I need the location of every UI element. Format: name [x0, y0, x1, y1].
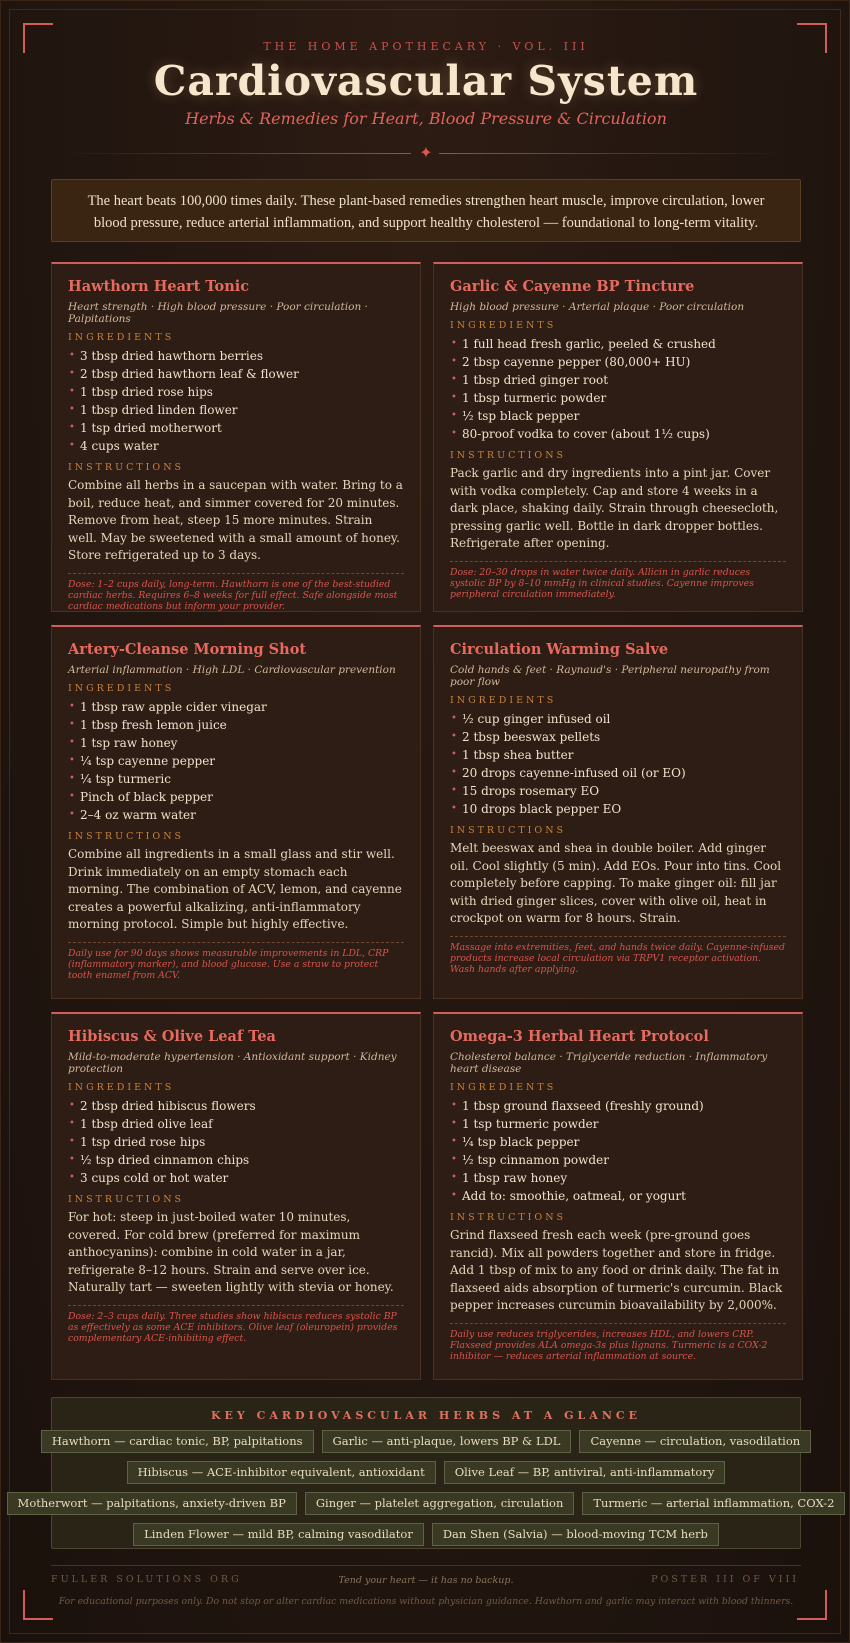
ingredient-item: • ¼ tsp cayenne pepper: [68, 752, 404, 770]
recipe-title: Hibiscus & Olive Leaf Tea: [68, 1028, 276, 1045]
recipe-title: Garlic & Cayenne BP Tincture: [450, 278, 695, 295]
recipe-note: Dose: 1–2 cups daily, long-term. Hawthorn is one of the best-studied cardiac herbs. Requires 6–8 weeks for full effect. Safe alongside most cardiac medications but inform your provider.: [68, 573, 404, 612]
ingredients-label: INGREDIENTS: [68, 1082, 175, 1093]
ingredient-item: • 1 tbsp raw honey: [450, 1169, 786, 1187]
recipe-card-hawthorn: [51, 262, 421, 612]
recipe-uses: Arterial inflammation · High LDL · Cardiovascular prevention: [68, 664, 396, 676]
ingredient-item: • 10 drops black pepper EO: [450, 800, 786, 818]
herb-tag-row: [52, 1523, 800, 1546]
instructions-label: INSTRUCTIONS: [68, 1194, 185, 1205]
herb-tag: Turmeric — arterial inflammation, COX-2: [582, 1492, 845, 1515]
recipe-title: Hawthorn Heart Tonic: [68, 278, 250, 295]
ingredient-item: • 1 tsp dried motherwort: [68, 419, 404, 437]
ingredients-label: INGREDIENTS: [450, 695, 557, 706]
ingredients-label: INGREDIENTS: [68, 332, 175, 343]
recipe-title: Omega-3 Herbal Heart Protocol: [450, 1028, 709, 1045]
ingredient-list: [450, 335, 786, 443]
ingredients-label: INGREDIENTS: [68, 683, 175, 694]
recipe-uses: Cold hands & feet · Raynaud's · Peripheral neuropathy from poor flow: [450, 664, 770, 688]
ingredients-label: INGREDIENTS: [450, 1082, 557, 1093]
recipe-instructions: Melt beeswax and shea in double boiler. Add ginger oil. Cool slightly (5 min). Add EOs. Pour into tins. Cool completely before capping. To make ginger oil: fill jar with dried ginger slices, cover with olive oil, heat in crockpot on warm for 8 hours. Strain.: [450, 841, 782, 925]
ingredient-item: • 1 tbsp raw apple cider vinegar: [68, 698, 404, 716]
ingredient-item: • 2 tbsp cayenne pepper (80,000+ HU): [450, 353, 786, 371]
ingredient-item: • 2 tbsp dried hawthorn leaf & flower: [68, 365, 404, 383]
ingredient-item: • 1 tbsp fresh lemon juice: [68, 716, 404, 734]
recipe-uses: Mild-to-moderate hypertension · Antioxidant support · Kidney protection: [68, 1051, 397, 1075]
recipe-uses: Cholesterol balance · Triglyceride reduction · Inflammatory heart disease: [450, 1051, 768, 1075]
recipe-title: Artery-Cleanse Morning Shot: [68, 641, 307, 658]
footer-tagline: Tend your heart — it has no backup.: [338, 1575, 514, 1586]
instructions-label: INSTRUCTIONS: [450, 1212, 567, 1223]
recipe-note: Dose: 2–3 cups daily. Three studies show hibiscus reduces systolic BP as effectively as some ACE inhibitors. Olive leaf (oleuropein) provides complementary ACE-inhibiting effect.: [68, 1305, 404, 1344]
page-title: Cardiovascular System: [153, 57, 699, 105]
ingredient-list: [450, 1097, 786, 1205]
recipe-instructions: Grind flaxseed fresh each week (pre-ground goes rancid). Mix all powders together and store in fridge. Add 1 tbsp of mix to any food or drink daily. The fat in flaxseed aids absorption of turmeric's curcumin. Black pepper increases curcumin bioavailability by 2,000%.: [450, 1228, 783, 1312]
instructions-label: INSTRUCTIONS: [450, 825, 567, 836]
ingredient-item: • ½ tsp cinnamon powder: [450, 1151, 786, 1169]
ingredient-item: • 2–4 oz warm water: [68, 806, 404, 824]
ingredient-list: [68, 1097, 404, 1187]
footer-divider: [51, 1565, 801, 1566]
ingredients-label: INGREDIENTS: [450, 320, 557, 331]
ingredient-item: • 1 tbsp dried olive leaf: [68, 1115, 404, 1133]
instructions-label: INSTRUCTIONS: [450, 450, 567, 461]
page-subtitle: Herbs & Remedies for Heart, Blood Pressure & Circulation: [185, 109, 667, 128]
recipe-note: Dose: 20–30 drops in water twice daily. Allicin in garlic reduces systolic BP by 8–10 mmHg in clinical studies. Cayenne improves peripheral circulation immediately.: [450, 561, 786, 600]
herb-tag: Garlic — anti-plaque, lowers BP & LDL: [322, 1430, 572, 1453]
ingredient-list: [68, 347, 404, 455]
ingredient-item: • Add to: smoothie, oatmeal, or yogurt: [450, 1187, 786, 1205]
recipe-card-hibiscus: [51, 1012, 421, 1380]
recipe-title: Circulation Warming Salve: [450, 641, 669, 658]
recipe-instructions: Combine all herbs in a saucepan with water. Bring to a boil, reduce heat, and simmer covered for 20 minutes. Remove from heat, steep 15 more minutes. Strain well. May be sweetened with a small amount of honey. Store refrigerated up to 3 days.: [68, 478, 403, 562]
ingredient-list: [450, 710, 786, 818]
herbs-at-a-glance-panel: [17, 1397, 835, 1549]
footer-poster-number: POSTER III OF VIII: [651, 1574, 799, 1585]
herb-tag-row: [17, 1492, 835, 1515]
ingredient-item: • ¼ tsp black pepper: [450, 1133, 786, 1151]
herb-tag-row: [52, 1461, 800, 1484]
herb-tag: Hibiscus — ACE-inhibitor equivalent, antioxidant: [127, 1461, 436, 1484]
ingredient-item: • ½ tsp black pepper: [450, 407, 786, 425]
recipe-note: Daily use reduces triglycerides, increases HDL, and lowers CRP. Flaxseed provides ALA omega-3s plus lignans. Turmeric is a COX-2 inhibitor — reduces arterial inflammation at source.: [450, 1323, 786, 1362]
recipe-uses: Heart strength · High blood pressure · Poor circulation · Palpitations: [68, 301, 368, 325]
ingredient-item: • 2 tbsp beeswax pellets: [450, 728, 786, 746]
footer-org: FULLER SOLUTIONS ORG: [51, 1574, 242, 1585]
ingredient-item: • 4 cups water: [68, 437, 404, 455]
recipe-note: Daily use for 90 days shows measurable improvements in LDL, CRP (inflammatory marker), and blood glucose. Use a straw to protect tooth enamel from ACV.: [68, 942, 404, 981]
ingredient-item: • ¼ tsp turmeric: [68, 770, 404, 788]
ingredient-item: • 20 drops cayenne-infused oil (or EO): [450, 764, 786, 782]
ingredient-item: • 1 tsp turmeric powder: [450, 1115, 786, 1133]
instructions-label: INSTRUCTIONS: [68, 831, 185, 842]
recipe-instructions: Combine all ingredients in a small glass and stir well. Drink immediately on an empty stomach each morning. The combination of ACV, lemon, and cayenne creates a powerful alkalizing, anti-inflammatory morning protocol. Simple but highly effective.: [68, 847, 402, 931]
recipe-card-artery-cleanse: [51, 625, 421, 999]
instructions-label: INSTRUCTIONS: [68, 462, 185, 473]
ingredient-item: • 1 tsp dried rose hips: [68, 1133, 404, 1151]
ingredient-item: • 3 cups cold or hot water: [68, 1169, 404, 1187]
ingredient-item: • 1 tsp raw honey: [68, 734, 404, 752]
recipe-card-garlic-cayenne: [433, 262, 803, 612]
ingredient-item: • 3 tbsp dried hawthorn berries: [68, 347, 404, 365]
herb-tag: Motherwort — palpitations, anxiety-driven BP: [7, 1492, 297, 1515]
herb-tag: Cayenne — circulation, vasodilation: [579, 1430, 811, 1453]
ingredient-item: • Pinch of black pepper: [68, 788, 404, 806]
recipe-instructions: For hot: steep in just-boiled water 10 minutes, covered. For cold brew (preferred for maximum anthocyanins): combine in cold water in a jar, refrigerate 8–12 hours. Strain and serve over ice. Naturally tart — sweeten lightly with stevia or honey.: [68, 1210, 394, 1294]
ingredient-item: • 1 tbsp dried linden flower: [68, 401, 404, 419]
herb-tag: Linden Flower — mild BP, calming vasodilator: [133, 1523, 424, 1546]
recipe-uses: High blood pressure · Arterial plaque · Poor circulation: [450, 301, 745, 313]
herb-tag: Olive Leaf — BP, antiviral, anti-inflammatory: [444, 1461, 726, 1484]
recipe-note: Massage into extremities, feet, and hands twice daily. Cayenne-infused products increase local circulation via TRPV1 receptor activation. Wash hands after applying.: [450, 936, 786, 975]
ingredient-item: • 1 tbsp dried ginger root: [450, 371, 786, 389]
ingredient-item: • ½ cup ginger infused oil: [450, 710, 786, 728]
ingredient-item: • 1 tbsp ground flaxseed (freshly ground): [450, 1097, 786, 1115]
recipe-card-omega3: [433, 1012, 803, 1380]
ingredient-item: • 1 tbsp dried rose hips: [68, 383, 404, 401]
series-kicker: THE HOME APOTHECARY · VOL. III: [263, 40, 589, 53]
ingredient-item: • 80-proof vodka to cover (about 1½ cups): [450, 425, 786, 443]
ingredient-item: • 1 tbsp shea butter: [450, 746, 786, 764]
ingredient-item: • 1 full head fresh garlic, peeled & crushed: [450, 335, 786, 353]
ingredient-item: • 1 tbsp turmeric powder: [450, 389, 786, 407]
ingredient-item: • 15 drops rosemary EO: [450, 782, 786, 800]
recipe-instructions: Pack garlic and dry ingredients into a pint jar. Cover with vodka completely. Cap and store 4 weeks in a dark place, shaking daily. Strain through cheesecloth, pressing garlic well. Bottle in dark dropper bottles. Refrigerate after opening.: [450, 466, 779, 550]
herb-tag: Dan Shen (Salvia) — blood-moving TCM herb: [432, 1523, 719, 1546]
star-ornament-icon: ✦: [419, 143, 433, 162]
herb-tag: Ginger — platelet aggregation, circulation: [305, 1492, 575, 1515]
footer-disclaimer: For educational purposes only. Do not stop or alter cardiac medications without physician guidance. Hawthorn and garlic may interact with blood thinners.: [58, 1596, 794, 1607]
recipe-card-warming-salve: [433, 625, 803, 999]
ingredient-item: • 2 tbsp dried hibiscus flowers: [68, 1097, 404, 1115]
ingredient-list: [68, 698, 404, 824]
herb-tag: Hawthorn — cardiac tonic, BP, palpitations: [41, 1430, 314, 1453]
intro-box: The heart beats 100,000 times daily. These plant-based remedies strengthen heart muscle, improve circulation, lower blood pressure, reduce arterial inflammation, and support healthy cholesterol — foundational to long-term vitality.: [51, 179, 801, 242]
herbs-panel-title: KEY CARDIOVASCULAR HERBS AT A GLANCE: [210, 1409, 642, 1422]
herb-tag-row: [52, 1430, 800, 1453]
ingredient-item: • ½ tsp dried cinnamon chips: [68, 1151, 404, 1169]
